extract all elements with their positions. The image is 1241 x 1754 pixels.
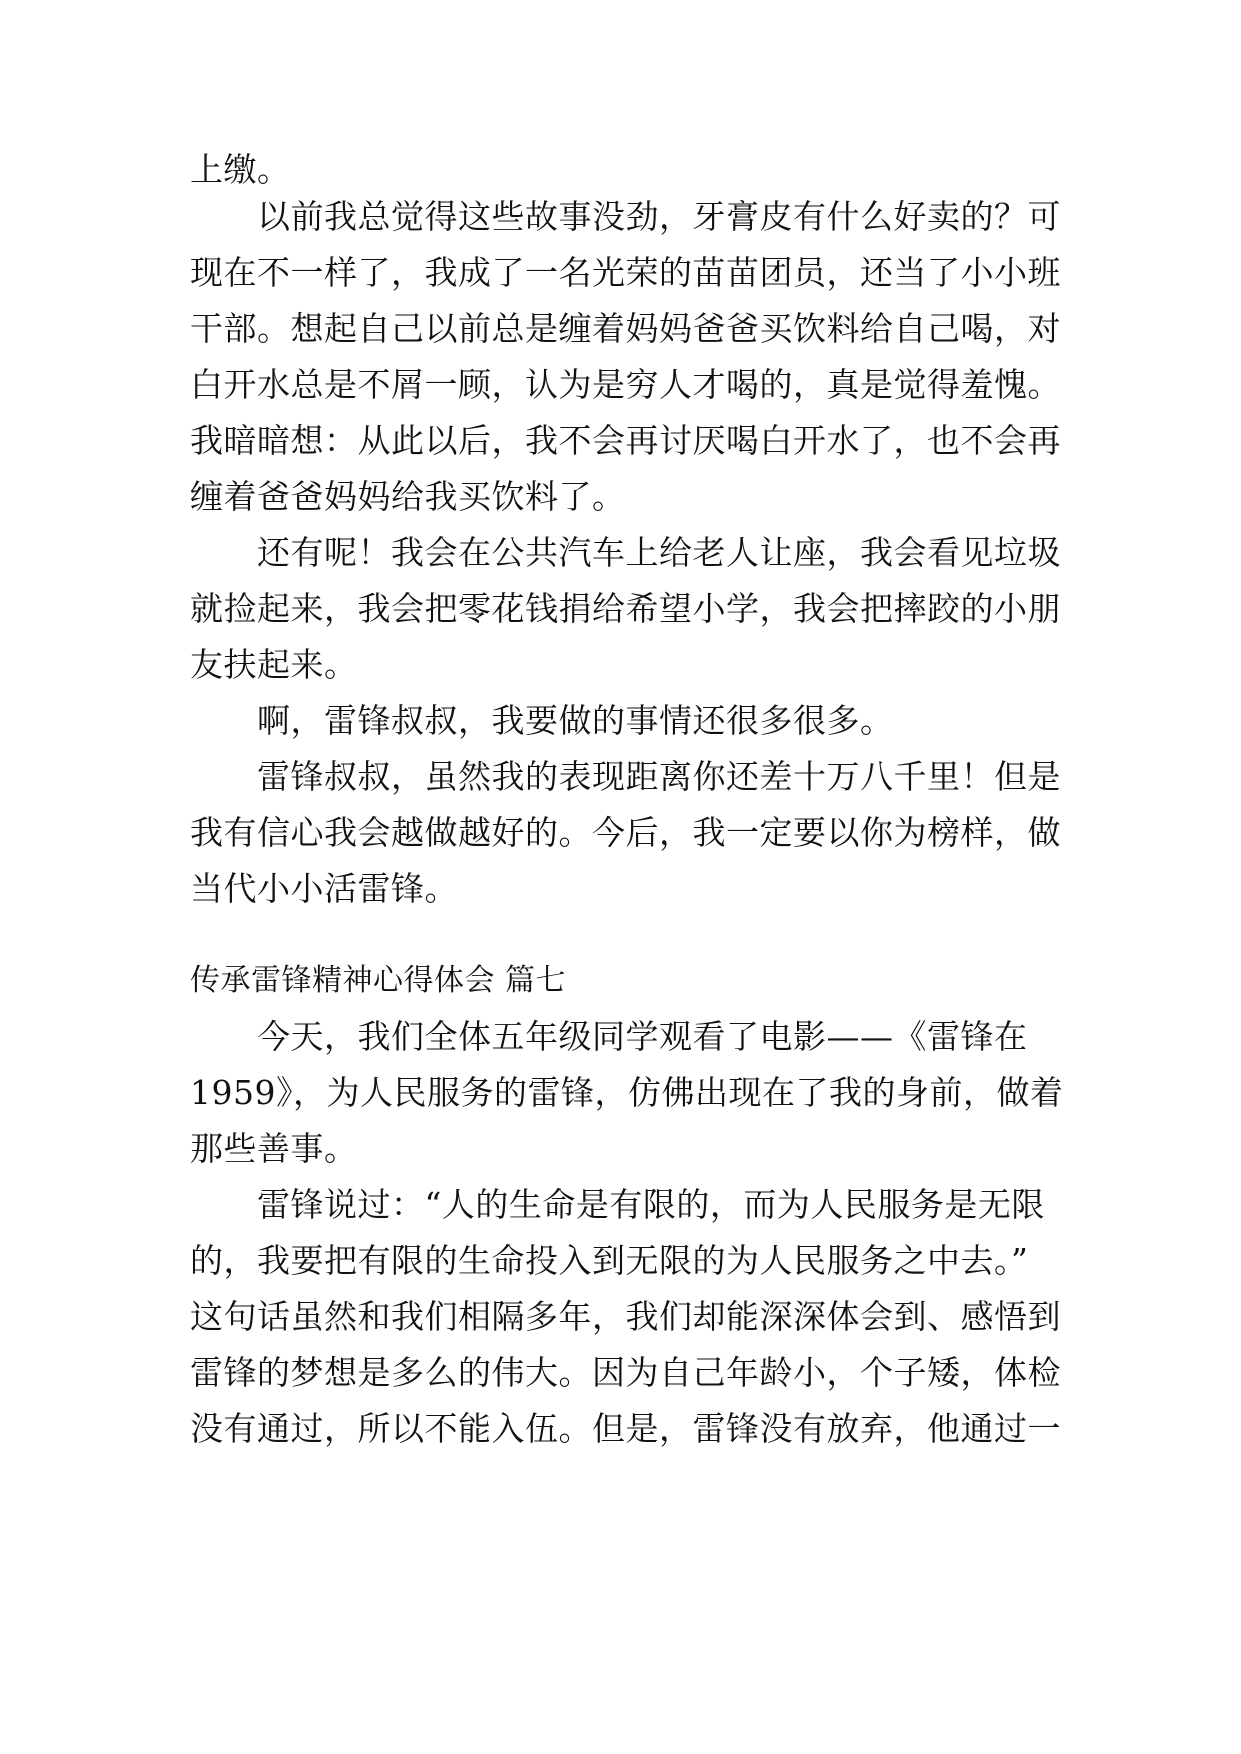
paragraph-start-line: 今天，我们全体五年级同学观看了电影——《雷锋在: [257, 1017, 1028, 1056]
paragraph-start-line: 雷锋叔叔，虽然我的表现距离你还差十万八千里！但是: [257, 757, 1061, 796]
text-line: 友扶起来。: [190, 645, 358, 684]
paragraph-start-line: 还有呢！我会在公共汽车上给老人让座，我会看见垃圾: [257, 533, 1061, 572]
paragraph-start-line: 雷锋说过：“人的生命是有限的，而为人民服务是无限: [257, 1185, 1045, 1224]
paragraph-start-line: 啊，雷锋叔叔，我要做的事情还很多很多。: [257, 701, 894, 740]
text-line: 干部。想起自己以前总是缠着妈妈爸爸买饮料给自己喝，对: [190, 309, 1061, 348]
text-line: 1959》，为人民服务的雷锋，仿佛出现在了我的身前，做着: [190, 1073, 1064, 1112]
text-line: 白开水总是不屑一顾，认为是穷人才喝的，真是觉得羞愧。: [190, 365, 1061, 404]
text-line: 当代小小活雷锋。: [190, 869, 458, 908]
section-heading: 传承雷锋精神心得体会 篇七: [190, 963, 567, 998]
text-line: 我有信心我会越做越好的。今后，我一定要以你为榜样，做: [190, 813, 1061, 852]
text-line: 雷锋的梦想是多么的伟大。因为自己年龄小，个子矮，体检: [190, 1353, 1061, 1392]
text-line: 缠着爸爸妈妈给我买饮料了。: [190, 477, 626, 516]
text-line: 我暗暗想：从此以后，我不会再讨厌喝白开水了，也不会再: [190, 421, 1061, 460]
paragraph-start-line: 以前我总觉得这些故事没劲，牙膏皮有什么好卖的？可: [257, 197, 1061, 236]
text-line: 上缴。: [190, 150, 291, 189]
text-line: 的，我要把有限的生命投入到无限的为人民服务之中去。”: [190, 1241, 1029, 1280]
text-line: 就捡起来，我会把零花钱捐给希望小学，我会把摔跤的小朋: [190, 589, 1061, 628]
text-line: 没有通过，所以不能入伍。但是，雷锋没有放弃，他通过一: [190, 1409, 1061, 1448]
text-line: 这句话虽然和我们相隔多年，我们却能深深体会到、感悟到: [190, 1297, 1061, 1336]
text-line: 那些善事。: [190, 1129, 358, 1168]
text-line: 现在不一样了，我成了一名光荣的苗苗团员，还当了小小班: [190, 253, 1061, 292]
